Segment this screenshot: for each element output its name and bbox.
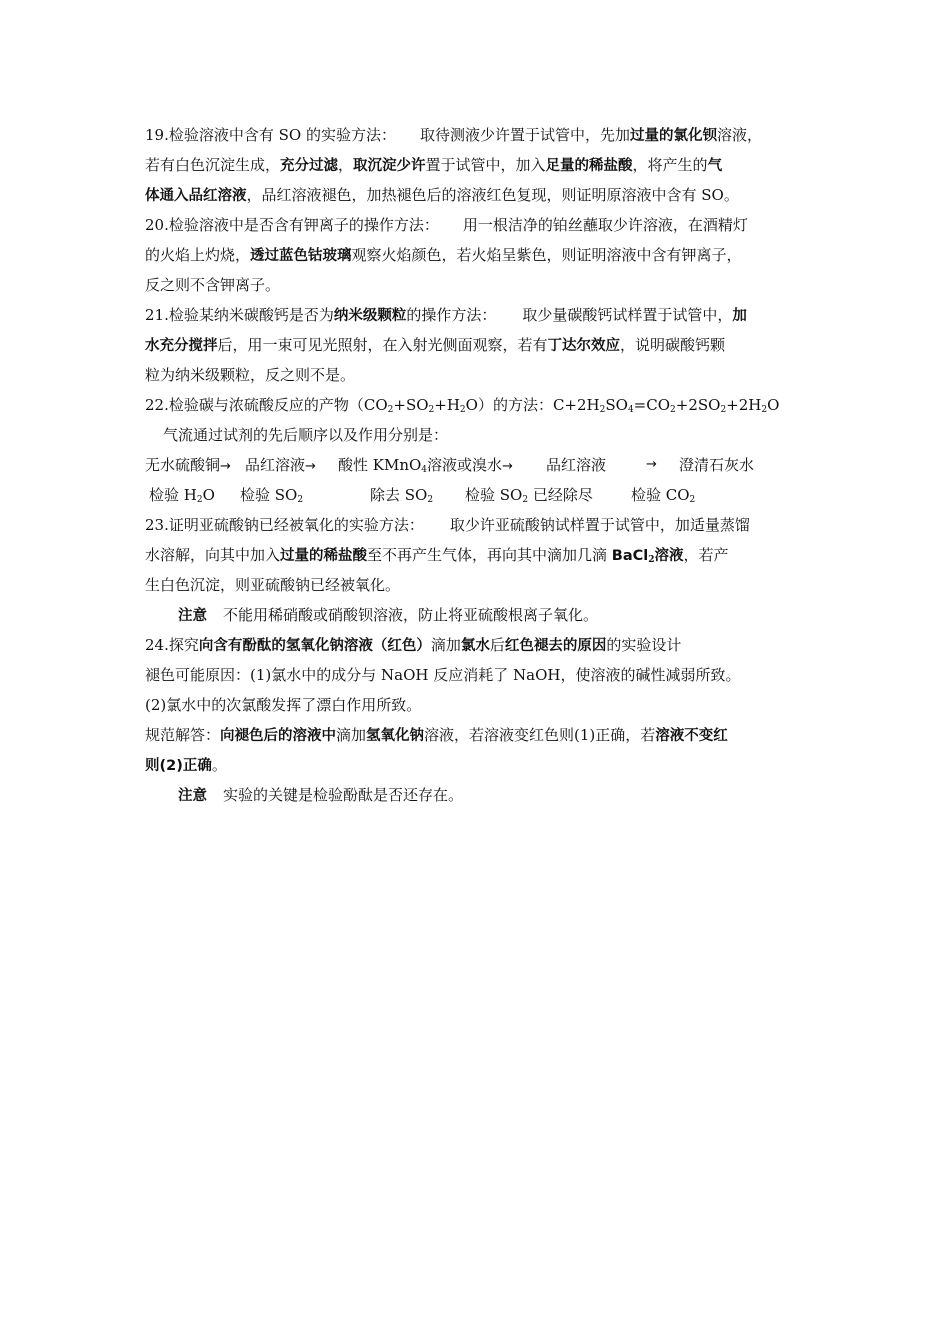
q23-line-3: 生白色沉淀，则亚硫酸钠已经被氧化。: [145, 576, 401, 594]
q24-line-2: 褪色可能原因：(1)氯水中的成分与 NaOH 反应消耗了 NaOH，使溶液的碱性减弱所致。: [145, 666, 741, 684]
q22-line-2: 气流通过试剂的先后顺序以及作用分别是：: [163, 426, 449, 444]
reagent-limewater: 澄清石灰水: [679, 456, 755, 474]
note-label: 注意: [178, 608, 207, 624]
reagent-anhydrous-copper-sulfate: 无水硫酸铜→: [145, 456, 231, 474]
purpose-remove-so2: 除去 $SO_2$: [370, 486, 434, 505]
q19-line-3: 体通入品红溶液，品红溶液褪色，加热褪色后的溶液红色复现，则证明原溶液中含有 SO。: [145, 186, 739, 204]
q19-line-1: 19.检验溶液中含有 SO 的实验方法： 取待测液少许置于试管中，先加过量的氯化钡溶液，: [145, 126, 762, 144]
note-label: 注意: [178, 788, 207, 804]
q24-line-4: 规范解答：向褪色后的溶液中滴加氢氧化钠溶液，若溶液变红色则(1)正确，若溶液不变红: [145, 726, 728, 744]
q23-line-1: 23.证明亚硫酸钠已经被氧化的实验方法： 取少许亚硫酸钠试样置于试管中，加适量蒸馏: [145, 516, 750, 534]
q24-line-3: (2)氯水中的次氯酸发挥了漂白作用所致。: [145, 696, 422, 714]
q24-line-1: 24.探究向含有酚酞的氢氧化钠溶液（红色）滴加氯水后红色褪去的原因的实验设计: [145, 636, 682, 654]
q20-line-3: 反之则不含钾离子。: [145, 276, 281, 294]
arrow-icon: →: [220, 459, 231, 474]
q23-line-2: 水溶解，向其中加入过量的稀盐酸至不再产生气体，再向其中滴加几滴 BaCl$_2$溶液，若产: [145, 546, 729, 565]
q24-line-5: 则(2)正确。: [145, 756, 227, 774]
arrow-icon: →: [502, 459, 513, 474]
q22-reagent-row: [145, 450, 813, 480]
q23-note: 注意 不能用稀硝酸或硝酸钡溶液，防止将亚硫酸根离子氧化。: [178, 606, 599, 624]
purpose-detect-so2: 检验 $SO_2$: [240, 486, 304, 505]
arrow-icon: →: [646, 457, 657, 472]
q21-line-2: 水充分搅拌后，用一束可见光照射，在入射光侧面观察，若有丁达尔效应，说明碳酸钙颗: [145, 336, 726, 354]
purpose-so2-removed: 检验 $SO_2$ 已经除尽: [465, 486, 593, 505]
q20-line-1: 20.检验溶液中是否含有钾离子的操作方法： 用一根洁净的铂丝蘸取少许溶液，在酒精灯: [145, 216, 748, 234]
q20-line-2: 的火焰上灼烧，透过蓝色钴玻璃观察火焰颜色，若火焰呈紫色，则证明溶液中含有钾离子，: [145, 246, 742, 264]
reagent-kmno4: 酸性 KMnO$_4$溶液或溴水→: [338, 456, 513, 475]
purpose-detect-co2: 检验 $CO_2$: [631, 486, 696, 505]
q19-line-2: 若有白色沉淀生成，充分过滤，取沉淀少许置于试管中，加入足量的稀盐酸，将产生的气: [145, 156, 723, 174]
q21-line-3: 粒为纳米级颗粒，反之则不是。: [145, 366, 356, 384]
q22-purpose-row: [145, 480, 813, 510]
reagent-magenta-2: 品红溶液: [546, 456, 607, 474]
reagent-magenta-1: 品红溶液→: [245, 456, 316, 474]
purpose-detect-h2o: 检验 $H_2O$: [149, 486, 215, 505]
arrow-icon: →: [305, 459, 316, 474]
q24-note: 注意 实验的关键是检验酚酞是否还存在。: [178, 786, 464, 804]
q21-line-1: 21.检验某纳米碳酸钙是否为纳米级颗粒的操作方法： 取少量碳酸钙试样置于试管中，加: [145, 306, 747, 324]
q22-line-1: 22.检验碳与浓硫酸反应的产物$(CO_2+SO_2+H_2O)$的方法：$C+2H_2SO_4=CO_2+2SO_2+2H_2O$: [145, 396, 780, 415]
